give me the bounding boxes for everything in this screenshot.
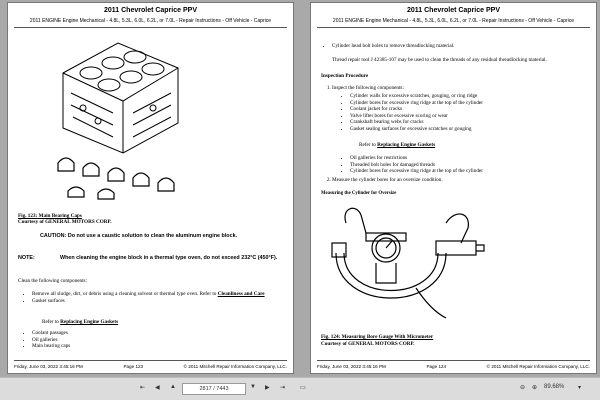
list-item: • Cylinder walls for excessive scratches, gouging, or ring ridge [350, 93, 595, 100]
zoom-in-icon[interactable]: ⊕ [532, 385, 538, 391]
list-item: • Coolant jacket for cracks [350, 106, 595, 113]
replacing-gaskets-link[interactable]: Replacing Engine Gaskets [377, 142, 436, 148]
figure-caption: Fig. 123: Main Bearing Caps [18, 213, 82, 219]
zoom-level[interactable]: 89.68% [544, 384, 565, 390]
cleanliness-link[interactable]: Cleanliness and Care [217, 291, 265, 297]
page-header-subtitle: 2011 ENGINE Engine Mechanical - 4.8L, 5.3L, 6.0L, 6.2L, or 7.0L - Repair Instructions - Off Vehicle - Caprice [14, 18, 287, 28]
refer-line: Refer to Replacing Engine Gaskets [359, 142, 436, 148]
list-item: • Cylinder bores for excessive ring ridge at the top of the cylinder [350, 100, 595, 107]
list-item: • Cylinder bores for excessive ring ridge at the top of the cylinder [350, 168, 595, 175]
inspection-steps [323, 85, 592, 92]
page-number-input[interactable]: 2817 / 7443 [182, 383, 246, 395]
list-item: • Coolant passages [32, 330, 287, 337]
viewer-toolbar [0, 377, 600, 400]
inspection-list [341, 93, 595, 133]
list-item: • Threaded bolt holes for damaged threads [350, 162, 595, 169]
clean-list-2 [23, 330, 287, 350]
thread-note: Thread repair tool J 42385-107 may be used to clean the threads of any residual threadlocking material. [332, 57, 547, 63]
zoom-dropdown-icon[interactable]: ▾ [578, 385, 582, 391]
clean-list [23, 291, 287, 304]
figure-courtesy: Courtesy of GENERAL MOTORS CORP. [321, 341, 415, 347]
list-item: • Crankshaft bearing webs for cracks [350, 119, 595, 126]
first-page-icon[interactable]: ⇤ [140, 385, 146, 391]
document-page-right [310, 2, 597, 374]
top-bullet [323, 43, 592, 50]
next-page-icon[interactable]: ▶ [265, 385, 270, 391]
list-item: • Gasket sealing surfaces for excessive scratches or gouging [350, 126, 595, 133]
page-header-subtitle: 2011 ENGINE Engine Mechanical - 4.8L, 5.3L, 6.0L, 6.2L, or 7.0L - Repair Instructions - Off Vehicle - Caprice [317, 18, 590, 28]
list-item: • Cylinder head bolt holes to remove threadlocking material. [332, 43, 592, 50]
caution-text: CAUTION: Do not use a caustic solution to clean the aluminum engine block. [40, 233, 238, 239]
list-item: • Remove all sludge, dirt, or debris using a cleaning solvent or thermal type oven. Refer to Cleanliness and Care [32, 291, 287, 298]
figure-courtesy: Courtesy of GENERAL MOTORS CORP. [18, 219, 112, 225]
note-label: NOTE: [18, 255, 35, 261]
engine-block-illustration [43, 33, 193, 203]
note-text: When cleaning the engine block in a thermal type oven, do not exceed 232°C (450°F). [60, 255, 278, 261]
inspection-heading: Inspection Procedure [321, 73, 369, 79]
document-page-left [7, 2, 294, 374]
inspection-list-2 [341, 155, 595, 175]
list-item: • Oil galleries [32, 337, 287, 344]
figure-caption: Fig. 124: Measuring Bore Gauge With Micrometer [321, 334, 434, 340]
last-page-icon[interactable]: ⇥ [280, 385, 286, 391]
page-footer: Friday, June 03, 2022 3:45:16 PM Page 123 © 2011 Mitchell Repair Information Company, LLC. [14, 360, 287, 369]
page-header-title: 2011 Chevrolet Caprice PPV [407, 7, 500, 14]
clean-intro: Clean the following components: [18, 278, 88, 284]
list-item: • Gasket surfaces [32, 298, 287, 305]
step-2: 2. Measure the cylinder bores for an oversize condition. [332, 177, 592, 184]
page-up-icon[interactable]: ▲ [170, 384, 176, 390]
replacing-gaskets-link[interactable]: Replacing Engine Gaskets [60, 319, 119, 325]
page-header-title: 2011 Chevrolet Caprice PPV [104, 7, 197, 14]
page-footer: Friday, June 03, 2022 3:45:16 PM Page 124 © 2011 Mitchell Repair Information Company, LLC. [317, 360, 590, 369]
previous-page-icon[interactable]: ◀ [155, 385, 160, 391]
inspection-steps-2 [323, 177, 592, 184]
list-item: • Oil galleries for restrictions [350, 155, 595, 162]
bore-gauge-micrometer-illustration [326, 203, 486, 323]
refer-line: Refer to Replacing Engine Gaskets [42, 319, 119, 325]
page-down-icon[interactable]: ▼ [250, 384, 256, 390]
fit-page-icon[interactable]: ▭ [300, 385, 306, 391]
step-1: 1. Inspect the following components: [332, 85, 592, 92]
list-item: • Main bearing caps [32, 343, 287, 350]
list-item: • Valve lifter bores for excessive scoring or wear [350, 113, 595, 120]
zoom-out-icon[interactable]: ⊖ [520, 385, 526, 391]
measuring-heading: Measuring the Cylinder for Oversize [321, 191, 397, 196]
